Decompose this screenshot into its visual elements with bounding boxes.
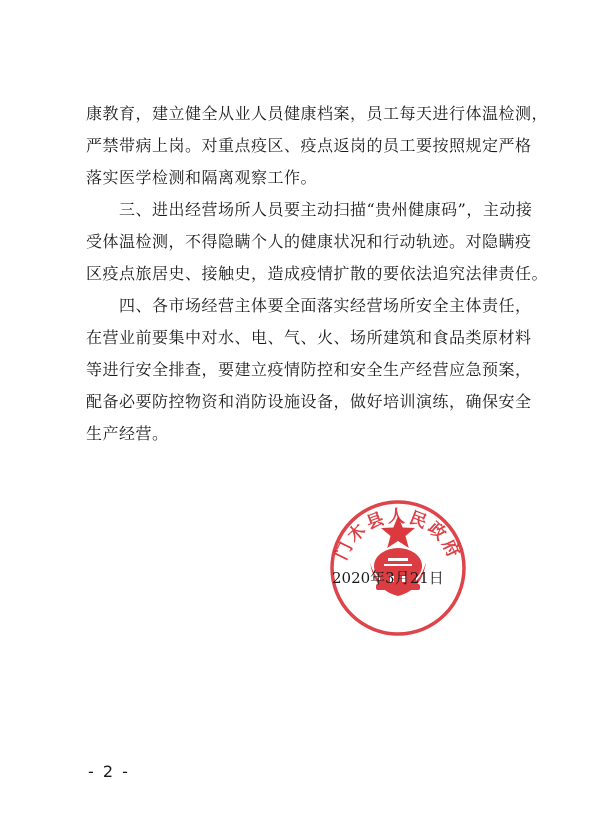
text-line: 康教育，建立健全从业人员健康档案，员工每天进行体温检测， xyxy=(86,104,549,123)
text-line: 四、各市场经营主体要全面落实经营场所安全主体责任， xyxy=(86,296,532,315)
page-number: - 2 - xyxy=(88,762,130,781)
signature-date: 2020年3月21日 xyxy=(332,569,444,587)
signature-block xyxy=(318,488,478,638)
text-line: 在营业前要集中对水、电、气、火、场所建筑和食品类原材料 xyxy=(86,328,532,347)
official-seal xyxy=(318,488,478,638)
text-line: 等进行安全排查，要建立疫情防控和安全生产经营应急预案， xyxy=(86,360,532,379)
text-line: 三、进出经营场所人员要主动扫描“贵州健康码”，主动接 xyxy=(86,200,533,219)
text-line: 落实医学检测和隔离观察工作。 xyxy=(86,168,318,187)
text-line: 严禁带病上岗。对重点疫区、疫点返岗的员工要按照规定严格 xyxy=(86,136,532,155)
body-text xyxy=(86,98,549,450)
text-line: 区疫点旅居史、接触史，造成疫情扩散的要依法追究法律责任。 xyxy=(86,264,549,283)
text-line: 配备必要防控物资和消防设施设备，做好培训演练，确保安全 xyxy=(86,392,532,411)
text-line: 受体温检测，不得隐瞒个人的健康状况和行动轨迹。对隐瞒疫 xyxy=(86,232,532,251)
seal-text: 门木县人民政府 xyxy=(331,507,465,564)
text-line: 生产经营。 xyxy=(86,424,169,443)
